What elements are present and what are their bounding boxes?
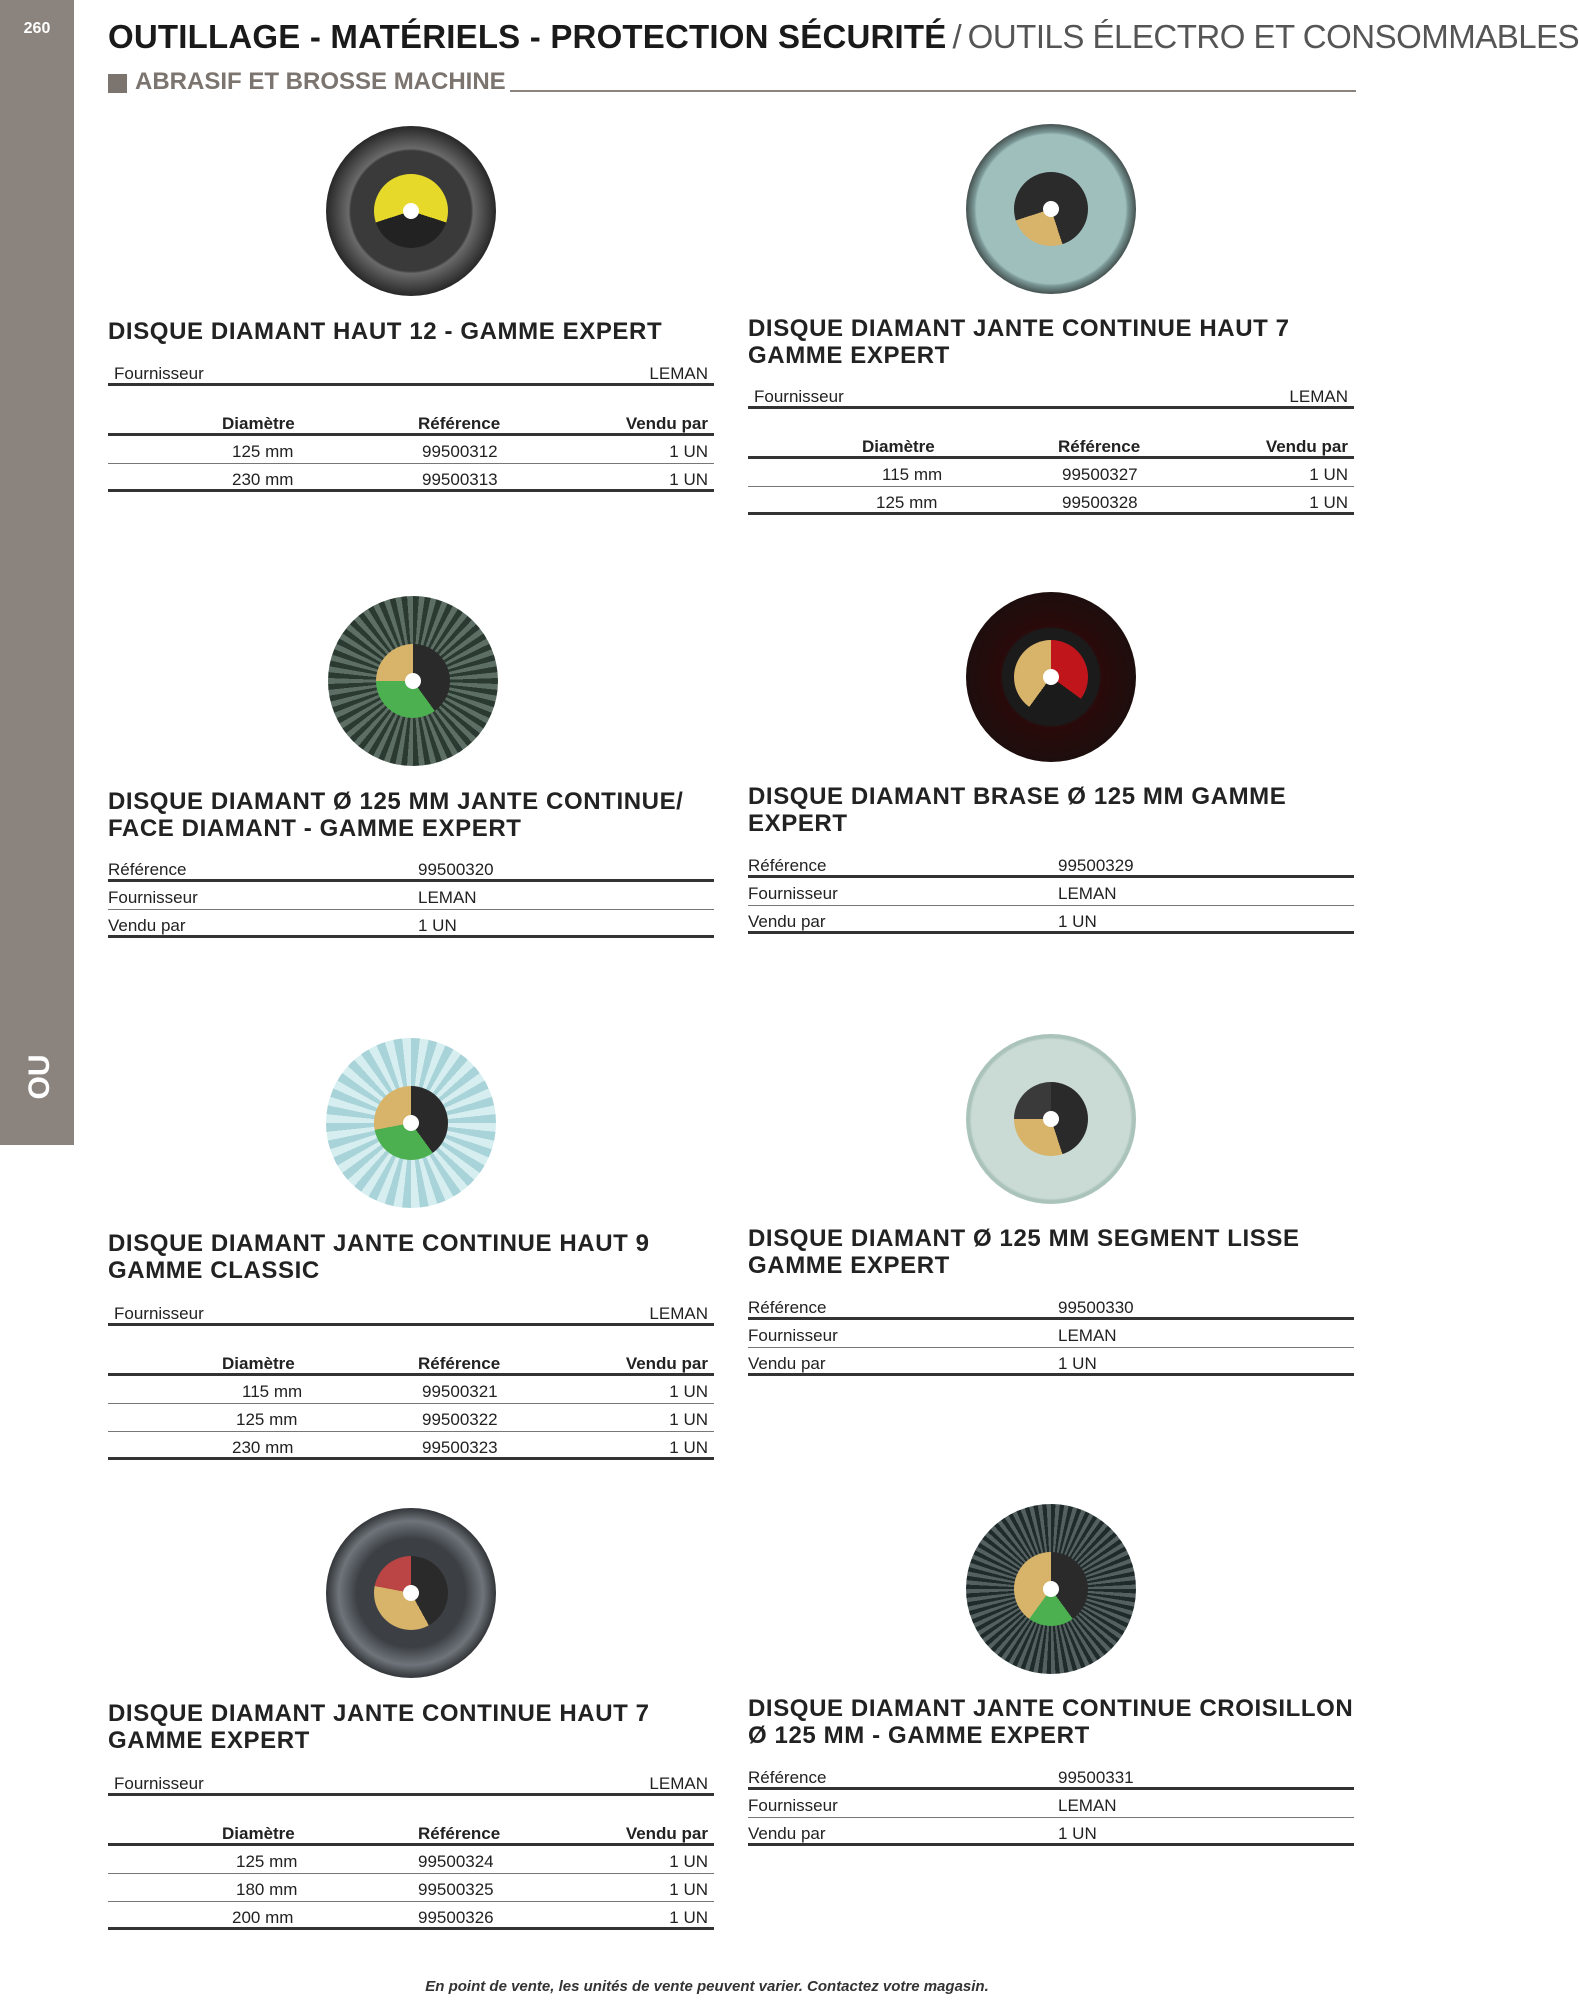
supplier-row: [108, 1298, 714, 1326]
disc-hole: [1043, 1581, 1059, 1597]
product-title: DISQUE DIAMANT Ø 125 MM SEGMENT LISSE GAMME EXPERT: [748, 1225, 1300, 1279]
cell-diameter: 200 mm: [232, 1908, 294, 1927]
kv-label: Vendu par: [748, 1354, 826, 1373]
supplier-label: Fournisseur: [114, 1774, 204, 1793]
table-row: [108, 1846, 714, 1874]
cell-reference: 99500327: [1062, 465, 1138, 484]
product-card: [748, 122, 1354, 532]
kv-value: LEMAN: [1058, 884, 1117, 903]
cell-diameter: 230 mm: [232, 470, 294, 489]
section-square-icon: [108, 74, 127, 93]
page-title-sub: OUTILS ÉLECTRO ET CONSOMMABLES: [967, 18, 1579, 55]
cell-diameter: 115 mm: [242, 1382, 303, 1401]
kv-value: 99500331: [1058, 1768, 1134, 1787]
kv-value: 99500329: [1058, 856, 1134, 875]
chapter-side-tab: [0, 0, 74, 1145]
cell-unit: 1 UN: [1309, 465, 1348, 484]
product-card: [108, 592, 714, 952]
product-title: DISQUE DIAMANT JANTE CONTINUE HAUT 9 GAMME CLASSIC: [108, 1230, 650, 1284]
cell-diameter: 180 mm: [236, 1880, 298, 1899]
col-reference: Référence: [1058, 437, 1141, 456]
product-image-disc: [326, 126, 496, 296]
cell-unit: 1 UN: [669, 1438, 708, 1457]
supplier-value: LEMAN: [649, 1304, 708, 1323]
table-row: [108, 464, 714, 492]
table-row: [108, 436, 714, 464]
kv-row: [748, 1292, 1354, 1320]
product-card: [748, 590, 1354, 950]
cell-reference: 99500326: [418, 1908, 494, 1927]
footer-note: En point de vente, les unités de vente peuvent varier. Contactez votre magasin.: [425, 1978, 989, 1995]
section-heading: [108, 70, 1356, 96]
table-header-row: [108, 1348, 714, 1376]
kv-row: [748, 1818, 1354, 1846]
product-card: [108, 122, 714, 512]
supplier-label: Fournisseur: [114, 1304, 204, 1323]
col-reference: Référence: [418, 1354, 501, 1373]
page-title: [108, 18, 1579, 56]
kv-label: Référence: [748, 856, 827, 875]
product-table: [108, 358, 714, 492]
product-title: DISQUE DIAMANT BRASE Ø 125 MM GAMME EXPERT: [748, 783, 1287, 837]
cell-reference: 99500323: [422, 1438, 498, 1457]
cell-diameter: 125 mm: [876, 493, 938, 512]
cell-reference: 99500328: [1062, 493, 1138, 512]
supplier-value: LEMAN: [1289, 387, 1348, 406]
kv-value: 99500320: [418, 860, 494, 879]
kv-row: [108, 910, 714, 938]
disc-hole: [1043, 669, 1059, 685]
kv-label: Fournisseur: [108, 888, 198, 907]
supplier-label: Fournisseur: [114, 364, 204, 383]
disc-hole: [403, 1115, 419, 1131]
table-header-row: [108, 408, 714, 436]
product-table: [748, 381, 1354, 515]
kv-row: [108, 854, 714, 882]
kv-row: [748, 1762, 1354, 1790]
supplier-value: LEMAN: [649, 1774, 708, 1793]
cell-diameter: 125 mm: [232, 442, 294, 461]
cell-reference: 99500313: [422, 470, 498, 489]
cell-diameter: 125 mm: [236, 1410, 298, 1429]
page-title-main: OUTILLAGE - MATÉRIELS - PROTECTION SÉCURITÉ: [108, 18, 947, 55]
kv-value: 1 UN: [1058, 912, 1097, 931]
cell-diameter: 230 mm: [232, 1438, 294, 1457]
cell-diameter: 115 mm: [882, 465, 943, 484]
kv-label: Fournisseur: [748, 884, 838, 903]
disc-hole: [1043, 1111, 1059, 1127]
kv-row: [748, 1348, 1354, 1376]
cell-reference: 99500321: [422, 1382, 498, 1401]
cell-reference: 99500312: [422, 442, 498, 461]
kv-row: [748, 850, 1354, 878]
supplier-row: [108, 1768, 714, 1796]
col-vendu-par: Vendu par: [625, 1824, 708, 1843]
disc-hole: [405, 673, 421, 689]
cell-unit: 1 UN: [669, 1908, 708, 1927]
table-row: [748, 459, 1354, 487]
product-title: DISQUE DIAMANT JANTE CONTINUE HAUT 7 GAMME EXPERT: [748, 315, 1290, 369]
product-table: [108, 1298, 714, 1460]
cell-diameter: 125 mm: [236, 1852, 298, 1871]
product-image-disc: [328, 596, 498, 766]
kv-value: 1 UN: [418, 916, 457, 935]
cell-unit: 1 UN: [669, 1852, 708, 1871]
section-label: ABRASIF ET BROSSE MACHINE: [135, 68, 506, 95]
kv-value: LEMAN: [1058, 1796, 1117, 1815]
section-rule: [510, 90, 1356, 92]
kv-label: Référence: [748, 1768, 827, 1787]
supplier-label: Fournisseur: [754, 387, 844, 406]
supplier-row: [748, 381, 1354, 409]
kv-label: Référence: [748, 1298, 827, 1317]
product-card: [748, 1032, 1354, 1392]
table-row: [748, 487, 1354, 515]
product-card: [748, 1502, 1354, 1862]
kv-row: [748, 1320, 1354, 1348]
table-row: [108, 1376, 714, 1404]
col-diametre: Diamètre: [862, 437, 935, 456]
cell-unit: 1 UN: [669, 442, 708, 461]
kv-value: 1 UN: [1058, 1354, 1097, 1373]
disc-hole: [403, 1585, 419, 1601]
table-row: [108, 1874, 714, 1902]
kv-label: Vendu par: [748, 912, 826, 931]
product-card: [108, 1036, 714, 1476]
product-image-disc: [326, 1038, 496, 1208]
kv-value: 1 UN: [1058, 1824, 1097, 1843]
table-row: [108, 1902, 714, 1930]
product-title: DISQUE DIAMANT JANTE CONTINUE CROISILLON Ø 125 MM - GAMME EXPERT: [748, 1695, 1354, 1749]
kv-row: [748, 906, 1354, 934]
product-table: [108, 854, 714, 938]
col-vendu-par: Vendu par: [625, 1354, 708, 1373]
kv-row: [748, 878, 1354, 906]
product-title: DISQUE DIAMANT Ø 125 MM JANTE CONTINUE/ FACE DIAMANT - GAMME EXPERT: [108, 788, 684, 842]
kv-label: Fournisseur: [748, 1326, 838, 1345]
col-diametre: Diamètre: [222, 1354, 295, 1373]
cell-unit: 1 UN: [669, 1410, 708, 1429]
col-reference: Référence: [418, 414, 501, 433]
product-image-disc: [966, 124, 1136, 294]
kv-row: [108, 882, 714, 910]
kv-label: Référence: [108, 860, 187, 879]
table-header-row: [108, 1818, 714, 1846]
cell-reference: 99500322: [422, 1410, 498, 1429]
product-table: [108, 1768, 714, 1930]
table-row: [108, 1404, 714, 1432]
col-vendu-par: Vendu par: [1265, 437, 1348, 456]
cell-unit: 1 UN: [669, 1880, 708, 1899]
kv-row: [748, 1790, 1354, 1818]
kv-label: Vendu par: [748, 1824, 826, 1843]
table-header-row: [748, 431, 1354, 459]
product-table: [748, 850, 1354, 934]
kv-value: 99500330: [1058, 1298, 1134, 1317]
product-table: [748, 1762, 1354, 1846]
kv-value: LEMAN: [1058, 1326, 1117, 1345]
disc-hole: [1043, 201, 1059, 217]
product-image-disc: [326, 1508, 496, 1678]
page-number: 260: [23, 20, 51, 37]
product-title: DISQUE DIAMANT JANTE CONTINUE HAUT 7 GAMME EXPERT: [108, 1700, 650, 1754]
table-row: [108, 1432, 714, 1460]
cell-unit: 1 UN: [1309, 493, 1348, 512]
supplier-value: LEMAN: [649, 364, 708, 383]
product-image-disc: [966, 1504, 1136, 1674]
chapter-code: OU: [23, 1054, 56, 1100]
cell-unit: 1 UN: [669, 470, 708, 489]
product-image-disc: [966, 592, 1136, 762]
product-title: DISQUE DIAMANT HAUT 12 - GAMME EXPERT: [108, 318, 663, 345]
cell-reference: 99500324: [418, 1852, 494, 1871]
disc-hole: [403, 203, 419, 219]
col-diametre: Diamètre: [222, 414, 295, 433]
col-reference: Référence: [418, 1824, 501, 1843]
kv-label: Fournisseur: [748, 1796, 838, 1815]
kv-label: Vendu par: [108, 916, 186, 935]
col-diametre: Diamètre: [222, 1824, 295, 1843]
kv-value: LEMAN: [418, 888, 477, 907]
product-table: [748, 1292, 1354, 1376]
product-image-disc: [966, 1034, 1136, 1204]
cell-unit: 1 UN: [669, 1382, 708, 1401]
cell-reference: 99500325: [418, 1880, 494, 1899]
supplier-row: [108, 358, 714, 386]
product-card: [108, 1506, 714, 1946]
col-vendu-par: Vendu par: [625, 414, 708, 433]
page-title-separator: /: [952, 18, 962, 55]
